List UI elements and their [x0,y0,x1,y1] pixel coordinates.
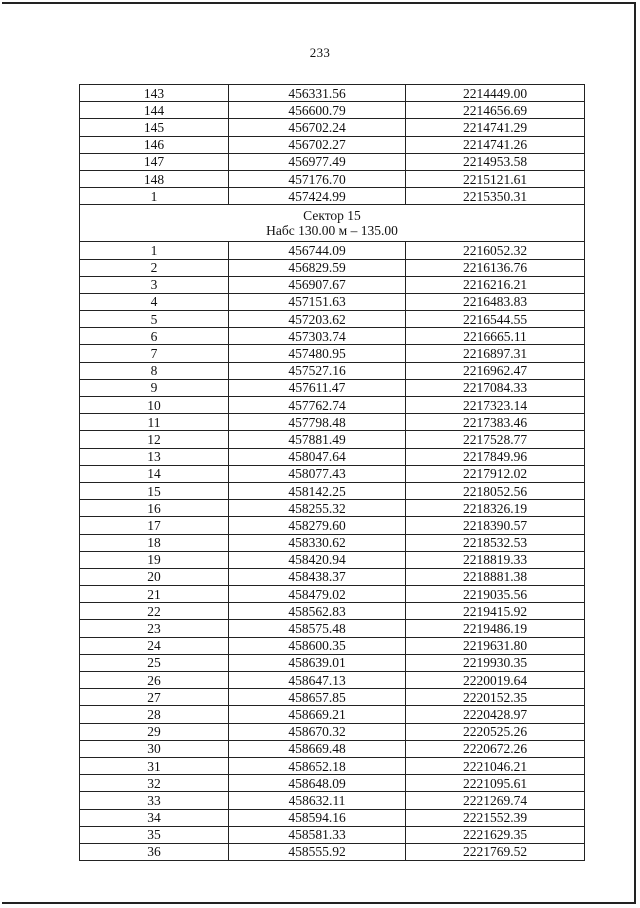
table-row [80,153,585,170]
table-row [80,551,585,568]
section-row [80,205,585,242]
x-coordinate-cell: 458670.32 [229,723,406,740]
point-number-cell: 148 [80,170,229,187]
point-number-cell: 12 [80,431,229,448]
table-row [80,259,585,276]
point-number-cell: 145 [80,119,229,136]
x-coordinate-cell: 456331.56 [229,85,406,102]
point-number-cell: 13 [80,448,229,465]
point-number-cell: 28 [80,706,229,723]
y-coordinate-cell: 2216216.21 [406,276,585,293]
x-coordinate-cell: 456829.59 [229,259,406,276]
point-number-cell: 15 [80,482,229,499]
x-coordinate-cell: 456702.24 [229,119,406,136]
coordinates-table [79,84,585,861]
x-coordinate-cell: 457303.74 [229,328,406,345]
x-coordinate-cell: 456977.49 [229,153,406,170]
table-row [80,792,585,809]
y-coordinate-cell: 2217323.14 [406,397,585,414]
x-coordinate-cell: 456600.79 [229,102,406,119]
table-row [80,102,585,119]
point-number-cell: 19 [80,551,229,568]
table-row [80,689,585,706]
x-coordinate-cell: 457424.99 [229,188,406,205]
table-row [80,465,585,482]
x-coordinate-cell: 456907.67 [229,276,406,293]
point-number-cell: 14 [80,465,229,482]
table-row [80,431,585,448]
y-coordinate-cell: 2217912.02 [406,465,585,482]
table-row [80,826,585,843]
table-row [80,723,585,740]
point-number-cell: 3 [80,276,229,293]
x-coordinate-cell: 457527.16 [229,362,406,379]
y-coordinate-cell: 2221769.52 [406,843,585,860]
y-coordinate-cell: 2218881.38 [406,568,585,585]
point-number-cell: 21 [80,586,229,603]
y-coordinate-cell: 2214953.58 [406,153,585,170]
table-row [80,706,585,723]
x-coordinate-cell: 458438.37 [229,568,406,585]
point-number-cell: 17 [80,517,229,534]
point-number-cell: 4 [80,293,229,310]
point-number-cell: 11 [80,414,229,431]
y-coordinate-cell: 2218326.19 [406,500,585,517]
y-coordinate-cell: 2216544.55 [406,311,585,328]
x-coordinate-cell: 458330.62 [229,534,406,551]
point-number-cell: 144 [80,102,229,119]
point-number-cell: 32 [80,775,229,792]
x-coordinate-cell: 457203.62 [229,311,406,328]
point-number-cell: 1 [80,188,229,205]
x-coordinate-cell: 458255.32 [229,500,406,517]
y-coordinate-cell: 2218052.56 [406,482,585,499]
y-coordinate-cell: 2216483.83 [406,293,585,310]
x-coordinate-cell: 458632.11 [229,792,406,809]
y-coordinate-cell: 2218532.53 [406,534,585,551]
x-coordinate-cell: 457881.49 [229,431,406,448]
x-coordinate-cell: 457480.95 [229,345,406,362]
point-number-cell: 25 [80,654,229,671]
y-coordinate-cell: 2216665.11 [406,328,585,345]
table-row [80,500,585,517]
table-row [80,414,585,431]
y-coordinate-cell: 2215350.31 [406,188,585,205]
x-coordinate-cell: 458647.13 [229,672,406,689]
table-row [80,119,585,136]
point-number-cell: 34 [80,809,229,826]
y-coordinate-cell: 2219486.19 [406,620,585,637]
y-coordinate-cell: 2220019.64 [406,672,585,689]
x-coordinate-cell: 457611.47 [229,379,406,396]
point-number-cell: 9 [80,379,229,396]
x-coordinate-cell: 458575.48 [229,620,406,637]
table-row [80,603,585,620]
table-row [80,136,585,153]
table-body-after [80,242,585,861]
table-row [80,379,585,396]
table-row [80,397,585,414]
table-row [80,85,585,102]
point-number-cell: 5 [80,311,229,328]
section-title: Сектор 15 [303,208,361,224]
x-coordinate-cell: 458420.94 [229,551,406,568]
table-row [80,170,585,187]
x-coordinate-cell: 458077.43 [229,465,406,482]
point-number-cell: 8 [80,362,229,379]
y-coordinate-cell: 2221552.39 [406,809,585,826]
x-coordinate-cell: 457176.70 [229,170,406,187]
point-number-cell: 22 [80,603,229,620]
y-coordinate-cell: 2217084.33 [406,379,585,396]
table-row [80,809,585,826]
y-coordinate-cell: 2216052.32 [406,242,585,259]
table-row [80,775,585,792]
point-number-cell: 2 [80,259,229,276]
table-row [80,328,585,345]
y-coordinate-cell: 2217383.46 [406,414,585,431]
table-row [80,362,585,379]
page-number: 233 [309,45,331,60]
point-number-cell: 31 [80,757,229,774]
table-row [80,188,585,205]
table-row [80,637,585,654]
x-coordinate-cell: 458581.33 [229,826,406,843]
y-coordinate-cell: 2215121.61 [406,170,585,187]
y-coordinate-cell: 2214741.26 [406,136,585,153]
point-number-cell: 143 [80,85,229,102]
y-coordinate-cell: 2219631.80 [406,637,585,654]
table-row [80,740,585,757]
y-coordinate-cell: 2220525.26 [406,723,585,740]
x-coordinate-cell: 457798.48 [229,414,406,431]
point-number-cell: 20 [80,568,229,585]
y-coordinate-cell: 2221095.61 [406,775,585,792]
x-coordinate-cell: 458648.09 [229,775,406,792]
x-coordinate-cell: 458562.83 [229,603,406,620]
x-coordinate-cell: 457762.74 [229,397,406,414]
point-number-cell: 26 [80,672,229,689]
point-number-cell: 29 [80,723,229,740]
table-row [80,672,585,689]
point-number-cell: 23 [80,620,229,637]
y-coordinate-cell: 2214656.69 [406,102,585,119]
x-coordinate-cell: 458279.60 [229,517,406,534]
y-coordinate-cell: 2217849.96 [406,448,585,465]
table-row [80,276,585,293]
x-coordinate-cell: 457151.63 [229,293,406,310]
x-coordinate-cell: 456702.27 [229,136,406,153]
y-coordinate-cell: 2214741.29 [406,119,585,136]
point-number-cell: 146 [80,136,229,153]
y-coordinate-cell: 2218819.33 [406,551,585,568]
y-coordinate-cell: 2216897.31 [406,345,585,362]
table-row [80,293,585,310]
y-coordinate-cell: 2218390.57 [406,517,585,534]
x-coordinate-cell: 458600.35 [229,637,406,654]
x-coordinate-cell: 458479.02 [229,586,406,603]
section-subtitle: Набс 130.00 м – 135.00 [266,223,398,239]
y-coordinate-cell: 2221046.21 [406,757,585,774]
y-coordinate-cell: 2219930.35 [406,654,585,671]
table-row [80,448,585,465]
y-coordinate-cell: 2219035.56 [406,586,585,603]
x-coordinate-cell: 458669.48 [229,740,406,757]
x-coordinate-cell: 458652.18 [229,757,406,774]
point-number-cell: 6 [80,328,229,345]
x-coordinate-cell: 458555.92 [229,843,406,860]
y-coordinate-cell: 2219415.92 [406,603,585,620]
table-row [80,482,585,499]
x-coordinate-cell: 458594.16 [229,809,406,826]
table-row [80,311,585,328]
point-number-cell: 33 [80,792,229,809]
table-body-before [80,85,585,205]
y-coordinate-cell: 2216962.47 [406,362,585,379]
table-row [80,345,585,362]
y-coordinate-cell: 2220672.26 [406,740,585,757]
point-number-cell: 147 [80,153,229,170]
y-coordinate-cell: 2221629.35 [406,826,585,843]
point-number-cell: 7 [80,345,229,362]
x-coordinate-cell: 458669.21 [229,706,406,723]
y-coordinate-cell: 2220152.35 [406,689,585,706]
point-number-cell: 10 [80,397,229,414]
point-number-cell: 18 [80,534,229,551]
point-number-cell: 16 [80,500,229,517]
x-coordinate-cell: 456744.09 [229,242,406,259]
table-row [80,586,585,603]
section-header [80,205,585,242]
table-row [80,517,585,534]
point-number-cell: 1 [80,242,229,259]
point-number-cell: 35 [80,826,229,843]
y-coordinate-cell: 2214449.00 [406,85,585,102]
table-row [80,654,585,671]
section-cell [80,205,585,242]
table-row [80,757,585,774]
point-number-cell: 27 [80,689,229,706]
point-number-cell: 30 [80,740,229,757]
y-coordinate-cell: 2220428.97 [406,706,585,723]
x-coordinate-cell: 458657.85 [229,689,406,706]
table-row [80,843,585,860]
table-row [80,568,585,585]
table-row [80,534,585,551]
y-coordinate-cell: 2221269.74 [406,792,585,809]
y-coordinate-cell: 2217528.77 [406,431,585,448]
table-row [80,242,585,259]
point-number-cell: 36 [80,843,229,860]
point-number-cell: 24 [80,637,229,654]
table-row [80,620,585,637]
x-coordinate-cell: 458639.01 [229,654,406,671]
x-coordinate-cell: 458047.64 [229,448,406,465]
y-coordinate-cell: 2216136.76 [406,259,585,276]
x-coordinate-cell: 458142.25 [229,482,406,499]
